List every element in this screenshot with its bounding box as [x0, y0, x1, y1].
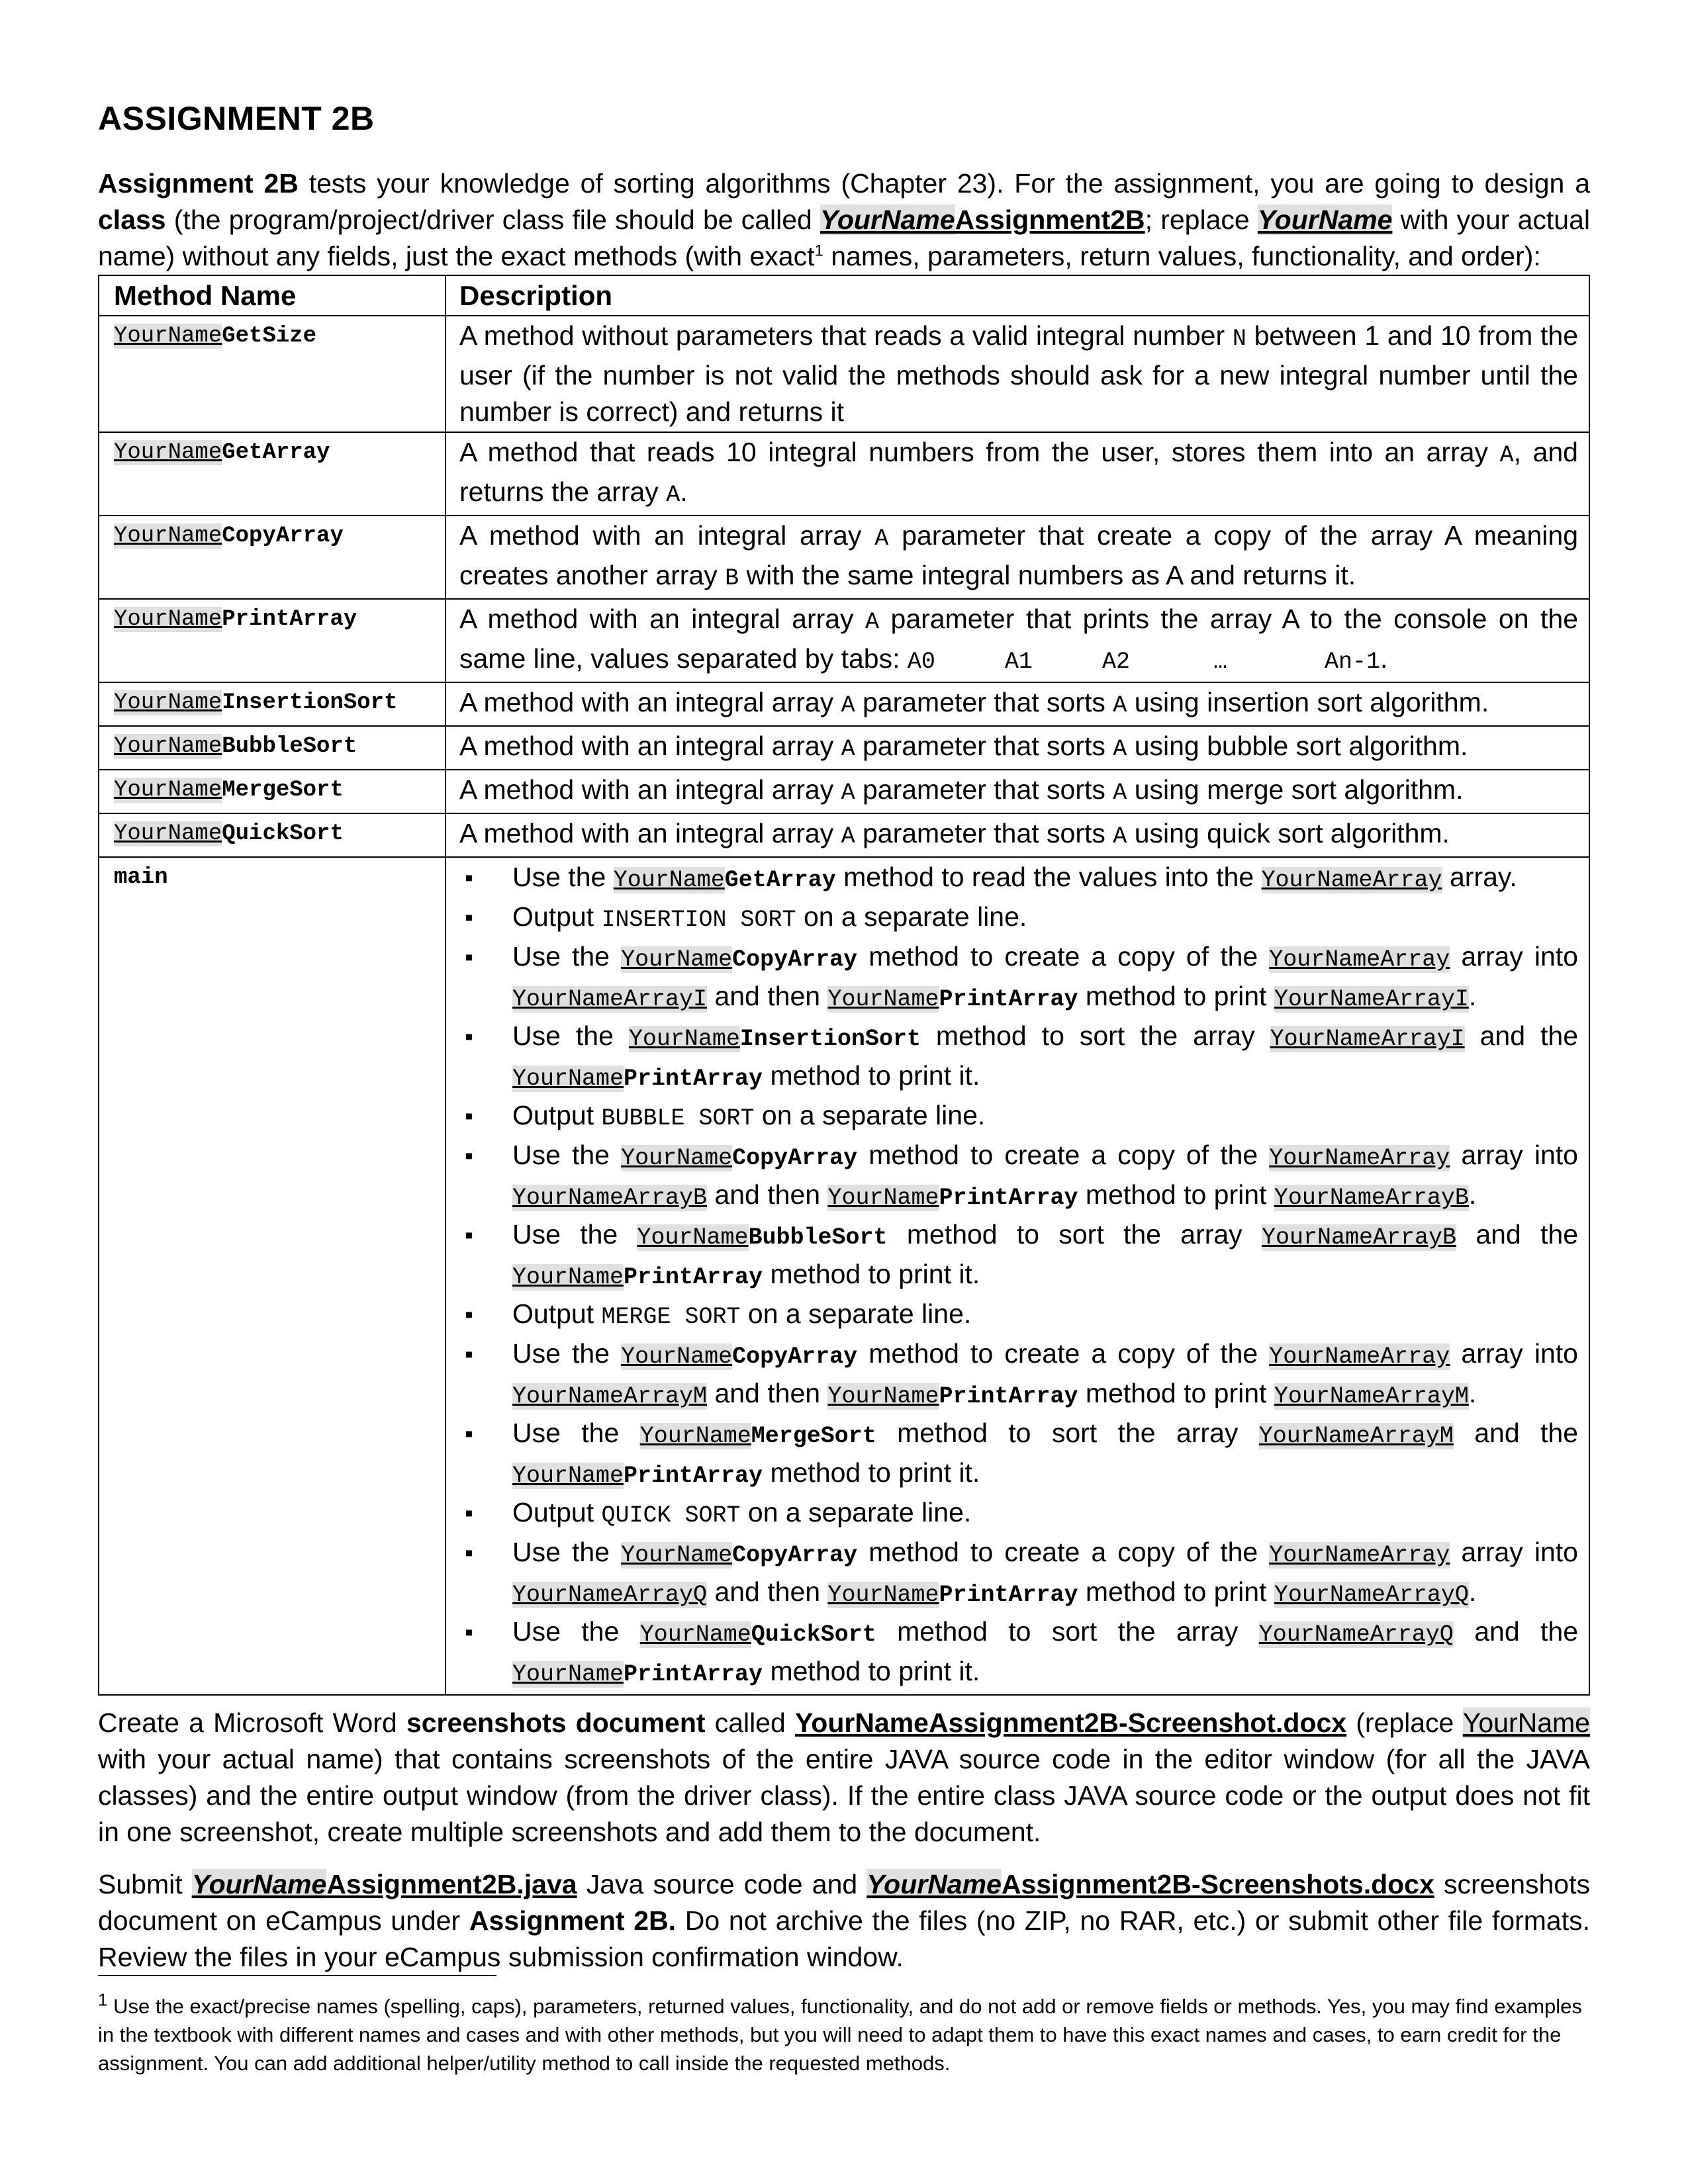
array-name: YourNameArrayQ: [512, 1582, 708, 1608]
step-text: Use the: [512, 1140, 622, 1170]
class-name: Assignment2B: [955, 205, 1145, 235]
method-name-cell: [99, 770, 445, 813]
yourname-placeholder: YourName: [613, 867, 725, 893]
yourname-placeholder: YourName: [867, 1869, 1002, 1899]
methods-table-body: [99, 316, 1589, 1695]
screenshots-document-label: screenshots document: [406, 1707, 706, 1738]
step-text: array into: [1450, 1537, 1578, 1567]
step-text: .: [1468, 1576, 1477, 1607]
step-text: method to print: [1078, 1378, 1274, 1408]
list-item: [512, 1137, 1578, 1216]
method-name-cell: [99, 432, 445, 516]
step-text: Use the: [512, 1219, 637, 1250]
code-token: A: [841, 780, 855, 806]
table-row: [99, 813, 1589, 857]
step-text: and then: [707, 1576, 828, 1607]
table-row-main: [99, 857, 1589, 1695]
yourname-placeholder: YourName: [827, 986, 939, 1013]
method-name: GetArray: [724, 867, 836, 893]
description-text: parameter that sorts: [855, 731, 1113, 761]
list-item: [512, 1097, 1578, 1137]
description-text: A method with an integral array: [459, 520, 875, 551]
table-row: [99, 726, 1589, 770]
array-name: YourNameArrayQ: [1274, 1582, 1469, 1608]
description-text: .: [1380, 643, 1388, 674]
class-word: class: [98, 205, 166, 235]
step-text: on a separate line.: [740, 1497, 972, 1527]
yourname-placeholder: YourName: [621, 1343, 733, 1370]
step-text: array into: [1450, 1140, 1578, 1170]
step-text: method to read the values into the: [835, 862, 1262, 892]
step-text: array into: [1450, 941, 1578, 972]
java-filename: [192, 1869, 577, 1899]
code-token: B: [725, 565, 739, 592]
description-text: parameter that sorts: [855, 687, 1113, 717]
step-text: method to sort the array: [876, 1418, 1259, 1448]
step-text: and then: [707, 1179, 828, 1210]
description-text: A method with an integral array: [459, 731, 841, 761]
step-text: Use the: [512, 941, 622, 972]
yourname-placeholder: YourName: [628, 1026, 740, 1052]
footnote-number: 1: [98, 1989, 108, 2010]
code-token: A: [1113, 823, 1127, 850]
description-text: parameter that prints the array A to the console on the same line, values separated by tabs:: [459, 604, 1578, 674]
method-name: PrintArray: [624, 1463, 763, 1489]
yourname-placeholder: YourName: [621, 946, 733, 973]
step-text: array.: [1442, 862, 1517, 892]
yourname-placeholder: YourName: [827, 1383, 939, 1410]
code-token: A: [841, 823, 855, 850]
description-text: , and returns the array: [459, 437, 1578, 507]
step-text: method to print: [1078, 1576, 1274, 1607]
yourname-placeholder: YourName: [639, 1621, 751, 1648]
code-token: A0 A1 A2 … An-1: [907, 649, 1381, 675]
description-text: with the same integral numbers as A and returns it.: [739, 560, 1356, 590]
method-name: CopyArray: [732, 1542, 858, 1569]
array-name: YourNameArrayB: [1274, 1185, 1469, 1211]
array-name: YourNameArray: [1269, 1542, 1450, 1569]
method-name: PrintArray: [222, 607, 357, 632]
step-text: and then: [707, 981, 828, 1011]
table-row: [99, 432, 1589, 516]
paragraph-text: Do not archive the files (no ZIP, no RAR, etc.) or submit other file formats. Review the files in your eCampus submission confirmation window.: [98, 1905, 1591, 1972]
yourname-placeholder: YourName: [114, 778, 222, 803]
screenshots-paragraph: [98, 1705, 1590, 1850]
yourname-placeholder: YourName: [639, 1423, 751, 1449]
list-item: [512, 1494, 1578, 1534]
step-text: method to print it.: [763, 1457, 980, 1488]
method-name: BubbleSort: [222, 734, 357, 759]
description-text: using insertion sort algorithm.: [1127, 687, 1489, 717]
method-name: CopyArray: [222, 523, 344, 549]
docx-file-name: Assignment2B-Screenshots.docx: [1001, 1869, 1434, 1899]
step-text: method to print it.: [763, 1259, 980, 1289]
step-text: method to sort the array: [887, 1219, 1262, 1250]
table-row: [99, 682, 1589, 726]
step-text: Use the: [512, 862, 614, 892]
page-title: ASSIGNMENT 2B: [98, 100, 375, 137]
description-text: using merge sort algorithm.: [1127, 774, 1464, 805]
list-item: [512, 859, 1578, 899]
code-token: A: [841, 692, 855, 719]
assignment-label: Assignment 2B.: [469, 1905, 677, 1936]
array-name: YourNameArrayM: [1258, 1423, 1454, 1449]
paragraph-text: (replace: [1346, 1707, 1463, 1738]
code-token: A: [1113, 736, 1127, 762]
code-token: A: [865, 609, 880, 635]
code-token: A: [874, 525, 889, 552]
table-row: [99, 516, 1589, 599]
list-item: [512, 1415, 1578, 1494]
description-text: A method with an integral array: [459, 818, 841, 848]
yourname-placeholder: YourName: [114, 821, 222, 846]
description-text: A method without parameters that reads a valid integral number: [459, 320, 1233, 351]
yourname-placeholder: YourName: [114, 607, 222, 632]
method-description-cell: [445, 726, 1589, 770]
list-item: [512, 938, 1578, 1018]
code-token: A: [841, 736, 855, 762]
paragraph-text: screenshots document on eCampus under: [98, 1869, 1590, 1936]
yourname-placeholder: YourName: [512, 1661, 624, 1688]
array-name: YourNameArrayB: [512, 1185, 708, 1211]
method-name: InsertionSort: [739, 1026, 921, 1052]
code-token: N: [1232, 326, 1246, 352]
list-item: [512, 1614, 1578, 1693]
method-name: CopyArray: [732, 1145, 858, 1171]
yourname-placeholder: YourName: [827, 1185, 939, 1211]
method-name-cell: [99, 726, 445, 770]
column-header-method: Method Name: [99, 275, 445, 316]
array-name: YourNameArrayQ: [1258, 1621, 1454, 1648]
footnote: [98, 1989, 1590, 2077]
method-description-cell: [445, 316, 1589, 432]
paragraph-text: called: [705, 1707, 795, 1738]
method-name: InsertionSort: [222, 690, 398, 715]
method-name-cell: [99, 857, 445, 1695]
array-name: YourNameArray: [1269, 1145, 1450, 1171]
method-name-cell: [99, 599, 445, 682]
paragraph-text: Create a Microsoft Word: [98, 1707, 406, 1738]
yourname-placeholder: YourName: [191, 1869, 327, 1899]
intro-paragraph: [98, 165, 1590, 275]
table-row: [99, 316, 1589, 432]
method-name: PrintArray: [939, 1582, 1078, 1608]
method-name-cell: [99, 813, 445, 857]
submit-paragraph: [98, 1866, 1590, 1976]
array-name: YourNameArrayI: [1270, 1026, 1465, 1052]
description-text: A method with an integral array: [459, 687, 841, 717]
list-item: [512, 1336, 1578, 1415]
column-header-description: Description: [445, 275, 1589, 316]
step-text: Output: [512, 1497, 602, 1527]
footnote-text: Use the exact/precise names (spelling, caps), parameters, returned values, functionality, and do not add or remove fields or methods. Yes, you may find examples in the textbook with different names and cases and with other methods, but you will need to adapt them to have this exact names and cases, to earn credit for the assignment. You can add additional helper/utility method to call inside the requested methods.: [98, 1995, 1582, 2075]
step-text: .: [1468, 1378, 1477, 1408]
yourname-placeholder: YourName: [114, 324, 222, 349]
method-description-cell: [445, 857, 1589, 1695]
main-steps-list: [459, 859, 1578, 1693]
step-text: on a separate line.: [754, 1100, 986, 1130]
description-text: using quick sort algorithm.: [1127, 818, 1450, 848]
assignment-label: Assignment 2B: [98, 168, 299, 199]
step-text: method to create a copy of the: [857, 1338, 1270, 1369]
step-text: Output: [512, 901, 602, 932]
step-text: method to sort the array: [920, 1021, 1270, 1051]
intro-text: ; replace: [1145, 205, 1258, 235]
list-item: [512, 1534, 1578, 1614]
step-text: Use the: [512, 1338, 622, 1369]
step-text: Output: [512, 1298, 602, 1329]
array-name: YourNameArray: [1269, 946, 1450, 973]
yourname-placeholder: YourName: [1257, 205, 1393, 235]
method-name: PrintArray: [624, 1066, 763, 1092]
method-name: PrintArray: [624, 1661, 763, 1688]
method-name: MergeSort: [222, 778, 344, 803]
step-text: .: [1468, 981, 1477, 1011]
method-name-cell: [99, 316, 445, 432]
output-label: QUICK SORT: [601, 1502, 741, 1529]
intro-text: tests your knowledge of sorting algorithms (Chapter 23). For the assignment, you are going to design a: [298, 168, 1590, 199]
method-name: MergeSort: [751, 1423, 876, 1449]
step-text: Use the: [512, 1537, 622, 1567]
method-name: BubbleSort: [748, 1224, 888, 1251]
array-name: YourNameArrayM: [512, 1383, 708, 1410]
step-text: .: [1468, 1179, 1477, 1210]
method-description-cell: [445, 432, 1589, 516]
yourname-placeholder: YourName: [637, 1224, 749, 1251]
paragraph-text: with your actual name) that contains screenshots of the entire JAVA source code in the editor window (for all the JAVA classes) and the entire output window (from the driver class). If the entire class JAVA source code or the output does not fit in one screenshot, create multiple screenshots and add them to the document.: [98, 1744, 1590, 1847]
step-text: and the: [1456, 1219, 1579, 1250]
step-text: method to print it.: [763, 1656, 980, 1686]
step-text: array into: [1450, 1338, 1578, 1369]
method-name-cell: [99, 516, 445, 599]
description-text: A method with an integral array: [459, 604, 866, 634]
code-token: A: [666, 482, 680, 508]
yourname-placeholder: YourName: [621, 1145, 733, 1171]
description-text: A method with an integral array: [459, 774, 841, 805]
step-text: and the: [1464, 1021, 1578, 1051]
method-name: CopyArray: [732, 946, 858, 973]
code-token: A: [1113, 780, 1127, 806]
output-label: BUBBLE SORT: [601, 1105, 755, 1132]
method-name: PrintArray: [939, 1185, 1078, 1211]
step-text: Output: [512, 1100, 602, 1130]
screenshot-docx-filename: YourNameAssignment2B-Screenshot.docx: [794, 1707, 1347, 1738]
yourname-placeholder: YourName: [512, 1264, 624, 1291]
description-text: .: [680, 477, 688, 507]
yourname-placeholder: YourName: [827, 1582, 939, 1608]
description-text: A method that reads 10 integral numbers from the user, stores them into an array: [459, 437, 1500, 467]
yourname-placeholder: YourName: [820, 205, 955, 235]
intro-text: with your actual name) without any fields, just the exact methods (with exact: [98, 205, 1590, 271]
step-text: Use the: [512, 1021, 629, 1051]
description-text: parameter that sorts: [855, 774, 1113, 805]
yourname-placeholder: YourName: [1462, 1707, 1590, 1738]
table-row: [99, 599, 1589, 682]
paragraph-text: Java source code and: [577, 1869, 867, 1899]
method-name: QuickSort: [222, 821, 344, 846]
method-name: PrintArray: [624, 1264, 763, 1291]
method-name: CopyArray: [732, 1343, 858, 1370]
footnote-reference: 1: [814, 242, 823, 260]
step-text: and the: [1453, 1418, 1579, 1448]
list-item: [512, 1018, 1578, 1097]
table-header-row: [99, 275, 1589, 316]
method-name: QuickSort: [751, 1621, 876, 1648]
method-name-cell: [99, 682, 445, 726]
intro-text: names, parameters, return values, functionality, and order):: [823, 241, 1541, 271]
array-name: YourNameArray: [1261, 867, 1442, 893]
list-item: [512, 899, 1578, 938]
footnote-separator: [98, 1975, 496, 1976]
method-name: GetSize: [222, 324, 317, 349]
step-text: and the: [1453, 1616, 1579, 1647]
step-text: method to create a copy of the: [857, 941, 1270, 972]
method-name: GetArray: [222, 440, 330, 465]
yourname-placeholder: YourName: [512, 1463, 624, 1489]
step-text: method to print it.: [763, 1060, 980, 1091]
method-name: main: [114, 865, 168, 890]
intro-text: (the program/project/driver class file should be called: [165, 205, 821, 235]
java-file-name: Assignment2B.java: [326, 1869, 577, 1899]
methods-table: [98, 275, 1590, 1696]
method-description-cell: [445, 516, 1589, 599]
method-name: PrintArray: [939, 986, 1078, 1013]
array-name: YourNameArrayI: [1274, 986, 1469, 1013]
array-name: YourNameArrayI: [512, 986, 708, 1013]
array-name: YourNameArray: [1269, 1343, 1450, 1370]
docx-filename: [867, 1869, 1434, 1899]
code-token: A: [1499, 442, 1514, 469]
paragraph-text: Submit: [98, 1869, 192, 1899]
step-text: Use the: [512, 1616, 640, 1647]
list-item: [512, 1216, 1578, 1296]
output-label: INSERTION SORT: [601, 907, 796, 933]
description-text: using bubble sort algorithm.: [1127, 731, 1468, 761]
step-text: method to sort the array: [876, 1616, 1259, 1647]
method-name: PrintArray: [939, 1383, 1078, 1410]
yourname-placeholder: YourName: [621, 1542, 733, 1569]
class-filename: [820, 205, 1145, 235]
document-page: [98, 99, 1590, 1976]
step-text: on a separate line.: [796, 901, 1027, 932]
step-text: and then: [707, 1378, 828, 1408]
yourname-placeholder: YourName: [114, 523, 222, 549]
step-text: on a separate line.: [740, 1298, 972, 1329]
step-text: method to print: [1078, 1179, 1274, 1210]
array-name: YourNameArrayB: [1261, 1224, 1457, 1251]
description-text: parameter that create a copy of the array A meaning creates another array: [459, 520, 1578, 590]
list-item: [512, 1296, 1578, 1336]
method-description-cell: [445, 682, 1589, 726]
step-text: method to create a copy of the: [857, 1140, 1270, 1170]
step-text: Use the: [512, 1418, 640, 1448]
output-label: MERGE SORT: [601, 1304, 741, 1330]
step-text: method to create a copy of the: [857, 1537, 1270, 1567]
yourname-placeholder: YourName: [512, 1066, 624, 1092]
description-text: between 1 and 10 from the user (if the number is not valid the methods should ask for a new integral number until the number is correct) and returns it: [459, 320, 1579, 427]
array-name: YourNameArrayM: [1274, 1383, 1469, 1410]
yourname-placeholder: YourName: [114, 734, 222, 759]
method-description-cell: [445, 599, 1589, 682]
step-text: method to print: [1078, 981, 1274, 1011]
description-text: parameter that sorts: [855, 818, 1113, 848]
table-row: [99, 770, 1589, 813]
yourname-placeholder: YourName: [114, 690, 222, 715]
yourname-placeholder: YourName: [114, 440, 222, 465]
method-description-cell: [445, 770, 1589, 813]
method-description-cell: [445, 813, 1589, 857]
code-token: A: [1113, 692, 1127, 719]
